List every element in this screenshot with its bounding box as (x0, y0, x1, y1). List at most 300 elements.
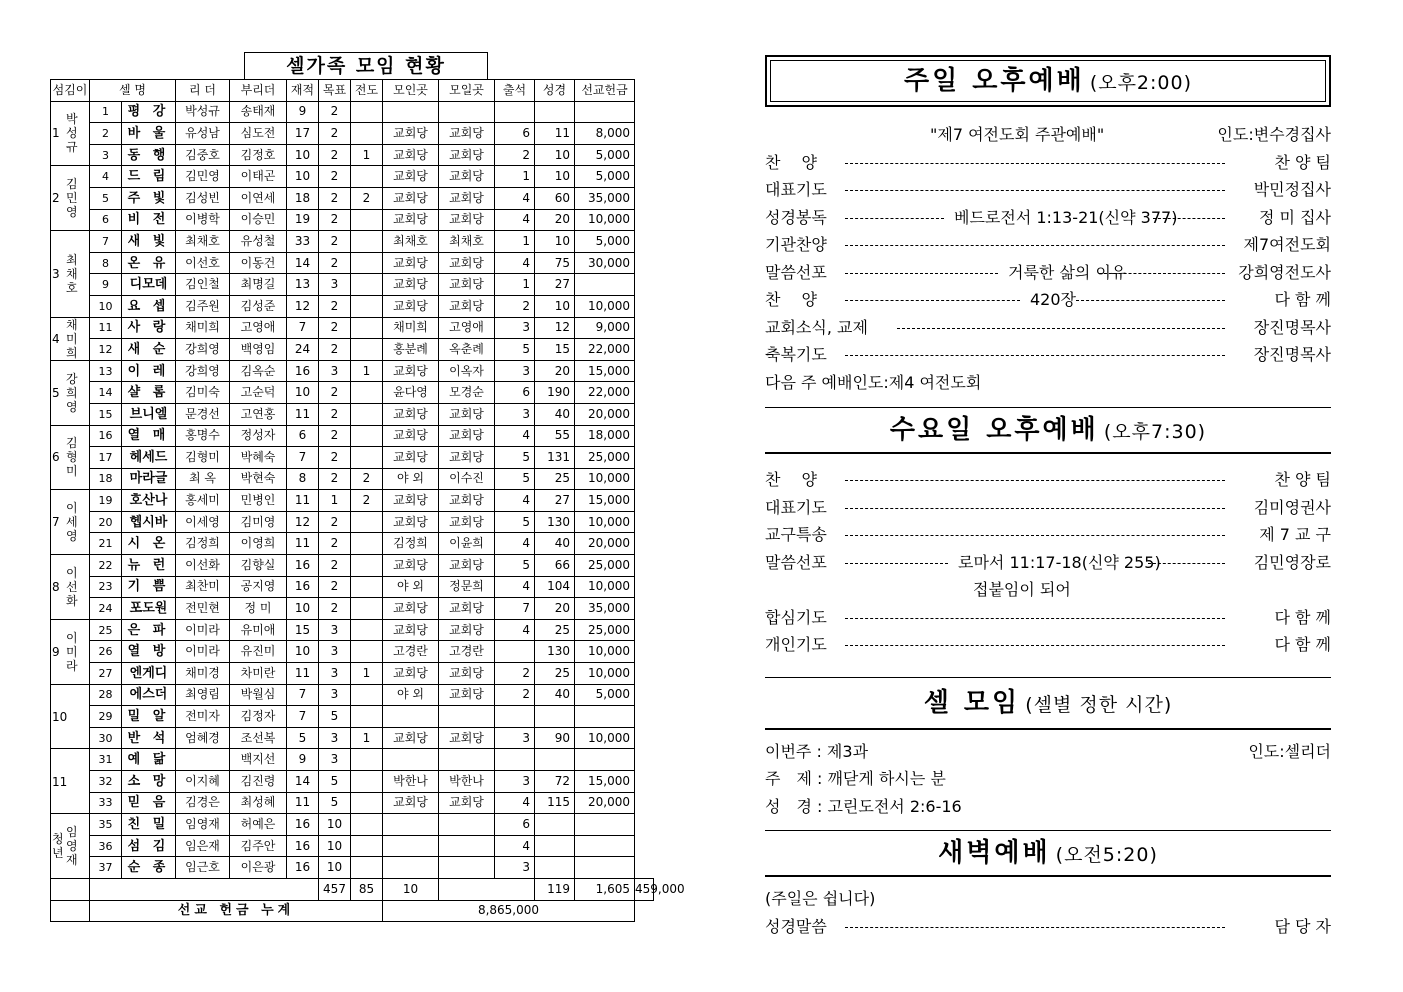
evangelism: 1 (351, 663, 383, 685)
column-header: 재적 (287, 80, 319, 102)
attendance: 4 (495, 619, 535, 641)
row-number: 22 (90, 555, 122, 577)
met-place: 홍분례 (383, 339, 439, 361)
order-item: 찬 양 (765, 290, 817, 309)
group-number: 5 (52, 385, 60, 400)
enrolled: 9 (287, 101, 319, 123)
bible: 130 (535, 511, 575, 533)
goal: 2 (319, 209, 351, 231)
row-number: 25 (90, 619, 122, 641)
table-row (51, 144, 654, 166)
met-place: 교회당 (383, 425, 439, 447)
met-place: 교회당 (383, 727, 439, 749)
cell-info-line (765, 765, 1331, 793)
enrolled: 15 (287, 619, 319, 641)
row-number: 14 (90, 382, 122, 404)
sub-leader: 백지선 (230, 749, 287, 771)
goal: 2 (319, 166, 351, 188)
cell-info-line (765, 793, 1331, 821)
sub-leader: 이은광 (230, 857, 287, 879)
dash-leader (845, 563, 948, 564)
evangelism: 1 (351, 360, 383, 382)
meet-place (439, 814, 495, 836)
total-bible: 1,605 (575, 878, 635, 900)
dawn-note-line (765, 885, 1331, 913)
table-title: 셀가족 모임 현황 (244, 52, 488, 79)
enrolled: 12 (287, 295, 319, 317)
attendance: 3 (495, 857, 535, 879)
row-number: 32 (90, 771, 122, 793)
order-detail: 거룩한 삶의 이유 (1008, 262, 1127, 282)
column-header: 모인곳 (383, 80, 439, 102)
cell-name: 브니엘 (122, 403, 176, 425)
group-leader: 강희영 (66, 371, 78, 414)
leader: 임은재 (176, 835, 230, 857)
enrolled: 5 (287, 727, 319, 749)
attendance: 4 (495, 187, 535, 209)
leader: 김민영 (176, 166, 230, 188)
bible: 115 (535, 792, 575, 814)
group-number: 6 (52, 450, 60, 465)
wednesday-order (765, 466, 1331, 576)
row-number: 36 (90, 835, 122, 857)
cell-name: 새 순 (122, 339, 176, 361)
dash-leader (845, 535, 1225, 536)
order-item: 대표기도 (765, 497, 827, 517)
met-place: 교회당 (383, 598, 439, 620)
group-leader: 김민영 (66, 177, 78, 220)
evangelism (351, 511, 383, 533)
worship-schedule (765, 55, 1331, 940)
meet-place: 교회당 (439, 425, 495, 447)
table-row (51, 511, 654, 533)
group-leader: 박성규 (66, 112, 78, 155)
cell-name: 호산나 (122, 490, 176, 512)
order-person: 강희영전도사 (1238, 262, 1331, 282)
table-row (51, 533, 654, 555)
order-detail: 로마서 11:17-18(신약 255) (958, 552, 1161, 572)
mission-offering (575, 814, 635, 836)
leader: 이병학 (176, 209, 230, 231)
group-number: 3 (52, 266, 60, 281)
order-item: 개인기도 (765, 635, 827, 654)
leader: 김형미 (176, 447, 230, 469)
mission-offering: 8,000 (575, 123, 635, 145)
table-row (51, 792, 654, 814)
leader: 최찬미 (176, 576, 230, 598)
bible: 10 (535, 295, 575, 317)
bible: 25 (535, 619, 575, 641)
mission-offering: 15,000 (575, 771, 635, 793)
mission-offering: 10,000 (575, 576, 635, 598)
cell-info-line (765, 738, 1331, 766)
order-line (765, 549, 1331, 577)
attendance: 2 (495, 684, 535, 706)
dawn-order (765, 913, 1331, 941)
order-line (765, 913, 1331, 941)
dawn-head (765, 831, 1331, 875)
enrolled: 33 (287, 231, 319, 253)
dash-leader (845, 163, 1225, 164)
sunday-order (765, 149, 1331, 369)
mission-offering: 18,000 (575, 425, 635, 447)
bible: 27 (535, 274, 575, 296)
bible: 72 (535, 771, 575, 793)
dash-leader (1153, 218, 1225, 219)
cell-name: 시 온 (122, 533, 176, 555)
order-line (765, 494, 1331, 522)
enrolled: 14 (287, 252, 319, 274)
dash-leader (845, 480, 1225, 481)
met-place: 교회당 (383, 619, 439, 641)
sunday-theme: "제7 여전도회 주관예배" (930, 125, 1105, 144)
sub-leader: 조선복 (230, 727, 287, 749)
attendance: 3 (495, 360, 535, 382)
attendance: 4 (495, 576, 535, 598)
group-cell (51, 619, 90, 684)
mission-offering: 20,000 (575, 792, 635, 814)
order-person: 장진명목사 (1253, 345, 1331, 364)
bible: 55 (535, 425, 575, 447)
order-item: 대표기도 (765, 180, 827, 199)
enrolled: 18 (287, 187, 319, 209)
table-header-row (51, 80, 654, 102)
cell-name: 새 빛 (122, 231, 176, 253)
leader: 전미자 (176, 706, 230, 728)
divider (765, 875, 1331, 877)
dash-leader (1076, 300, 1225, 301)
group-leader: 이세영 (66, 501, 78, 544)
row-number: 26 (90, 641, 122, 663)
enrolled: 10 (287, 166, 319, 188)
bible (535, 101, 575, 123)
goal: 1 (319, 490, 351, 512)
attendance: 3 (495, 771, 535, 793)
dash-leader (845, 618, 1225, 619)
meet-place: 이수진 (439, 468, 495, 490)
table-row (51, 814, 654, 836)
bible (535, 706, 575, 728)
cell-name: 이 레 (122, 360, 176, 382)
group-number: 4 (52, 331, 60, 346)
sub-leader: 유미애 (230, 619, 287, 641)
table-row (51, 166, 654, 188)
order-item: 성경말씀 (765, 916, 827, 936)
wednesday-sub-line (765, 576, 1331, 604)
order-line (765, 231, 1331, 259)
attendance (495, 749, 535, 771)
sub-leader: 이동건 (230, 252, 287, 274)
order-person: 다 함 께 (1274, 290, 1331, 309)
mission-offering: 20,000 (575, 533, 635, 555)
meet-place: 교회당 (439, 166, 495, 188)
divider (765, 452, 1331, 454)
cell-family-status (50, 52, 685, 922)
leader: 채미경 (176, 663, 230, 685)
cell-time: (셀별 정한 시간) (1025, 693, 1173, 716)
cell-name: 샬 롬 (122, 382, 176, 404)
table-row (51, 231, 654, 253)
row-number: 10 (90, 295, 122, 317)
cell-info: 성 경 : 고린도전서 2:6-16 (765, 796, 962, 816)
goal: 10 (319, 814, 351, 836)
cell-name: 마라글 (122, 468, 176, 490)
wednesday-title: 수요일 오후예배 (889, 415, 1099, 445)
meet-place: 교회당 (439, 727, 495, 749)
mission-offering: 35,000 (575, 598, 635, 620)
evangelism (351, 835, 383, 857)
enrolled: 7 (287, 684, 319, 706)
order-person: 김미영권사 (1253, 497, 1331, 517)
cell-name: 열 매 (122, 425, 176, 447)
evangelism (351, 425, 383, 447)
group-cell (51, 490, 90, 555)
bible (535, 835, 575, 857)
order-item: 교구특송 (765, 525, 827, 544)
leader: 홍명수 (176, 425, 230, 447)
meet-place: 교회당 (439, 403, 495, 425)
mission-offering (575, 274, 635, 296)
table-row (51, 490, 654, 512)
mission-offering: 10,000 (575, 641, 635, 663)
table-row (51, 749, 654, 771)
enrolled: 11 (287, 403, 319, 425)
attendance: 2 (495, 295, 535, 317)
meet-place: 이윤희 (439, 533, 495, 555)
leader: 최 옥 (176, 468, 230, 490)
attendance: 7 (495, 598, 535, 620)
table-row (51, 274, 654, 296)
bible (535, 814, 575, 836)
group-number: 7 (52, 515, 60, 530)
evangelism (351, 382, 383, 404)
evangelism (351, 792, 383, 814)
cell-name: 친 밀 (122, 814, 176, 836)
mission-offering: 20,000 (575, 403, 635, 425)
cell-title: 셀 모임 (923, 687, 1021, 718)
evangelism (351, 252, 383, 274)
order-person: 장진명목사 (1253, 317, 1331, 337)
cell-name: 주 빛 (122, 187, 176, 209)
sub-leader: 김옥순 (230, 360, 287, 382)
order-person: 다 함 께 (1274, 635, 1331, 654)
column-header: 목표 (319, 80, 351, 102)
attendance: 3 (495, 317, 535, 339)
leader: 김인철 (176, 274, 230, 296)
group-cell (51, 814, 90, 879)
met-place: 교회당 (383, 274, 439, 296)
totals-row (51, 878, 654, 900)
goal: 5 (319, 792, 351, 814)
order-item: 말씀선포 (765, 262, 827, 282)
order-person: 찬 양 팀 (1274, 470, 1331, 489)
meet-place: 이옥자 (439, 360, 495, 382)
column-header: 부리더 (230, 80, 287, 102)
table-row (51, 619, 654, 641)
bible: 60 (535, 187, 575, 209)
dash-leader (1148, 563, 1225, 564)
met-place: 야 외 (383, 576, 439, 598)
enrolled: 14 (287, 771, 319, 793)
bible: 104 (535, 576, 575, 598)
enrolled: 13 (287, 274, 319, 296)
group-leader: 이선화 (66, 565, 78, 608)
meet-place: 교회당 (439, 490, 495, 512)
goal: 2 (319, 511, 351, 533)
mission-offering: 5,000 (575, 231, 635, 253)
bible: 190 (535, 382, 575, 404)
goal: 2 (319, 252, 351, 274)
sub-leader: 공지영 (230, 576, 287, 598)
order-person: 김민영장로 (1253, 552, 1331, 572)
sub-leader: 차미란 (230, 663, 287, 685)
dash-leader (845, 355, 1225, 356)
met-place: 교회당 (383, 403, 439, 425)
enrolled: 16 (287, 555, 319, 577)
sub-leader: 박현숙 (230, 468, 287, 490)
column-header: 셀 명 (90, 80, 176, 102)
mission-offering: 25,000 (575, 447, 635, 469)
enrolled: 11 (287, 792, 319, 814)
sub-leader: 최명길 (230, 274, 287, 296)
row-number: 29 (90, 706, 122, 728)
sub-leader: 고순덕 (230, 382, 287, 404)
goal: 3 (319, 641, 351, 663)
order-line (765, 149, 1331, 177)
enrolled: 16 (287, 814, 319, 836)
met-place: 교회당 (383, 144, 439, 166)
table-row (51, 835, 654, 857)
goal: 2 (319, 382, 351, 404)
met-place: 윤다영 (383, 382, 439, 404)
table-row (51, 598, 654, 620)
enrolled: 19 (287, 209, 319, 231)
bible (535, 857, 575, 879)
attendance: 5 (495, 555, 535, 577)
table-row (51, 403, 654, 425)
order-person: 다 함 께 (1274, 607, 1331, 627)
cell-info: 주 제 : 깨닫게 하시는 분 (765, 769, 946, 788)
mission-offering: 25,000 (575, 555, 635, 577)
meet-place: 교회당 (439, 555, 495, 577)
met-place: 교회당 (383, 187, 439, 209)
goal: 3 (319, 727, 351, 749)
dash-leader (845, 218, 944, 219)
bible: 12 (535, 317, 575, 339)
table-row (51, 663, 654, 685)
cell-name: 순 종 (122, 857, 176, 879)
group-cell (51, 684, 90, 749)
goal: 2 (319, 339, 351, 361)
goal: 2 (319, 187, 351, 209)
order-person: 제7여전도회 (1243, 235, 1331, 254)
sub-leader: 허예은 (230, 814, 287, 836)
evangelism (351, 771, 383, 793)
cell-name: 바 울 (122, 123, 176, 145)
meet-place (439, 706, 495, 728)
met-place: 교회당 (383, 447, 439, 469)
attendance: 1 (495, 274, 535, 296)
cell-meeting-info (765, 738, 1331, 821)
evangelism (351, 295, 383, 317)
meet-place: 교회당 (439, 187, 495, 209)
enrolled: 16 (287, 360, 319, 382)
enrolled: 7 (287, 706, 319, 728)
sub-leader: 민병인 (230, 490, 287, 512)
dawn-time: (오전5:20) (1055, 844, 1158, 866)
column-header: 리 더 (176, 80, 230, 102)
group-leader: 김형미 (66, 436, 78, 479)
dash-leader (897, 328, 1225, 329)
mission-offering: 22,000 (575, 382, 635, 404)
sunday-title: 주일 오후예배 (903, 66, 1085, 96)
meet-place: 최채호 (439, 231, 495, 253)
enrolled: 10 (287, 641, 319, 663)
sub-leader: 김성준 (230, 295, 287, 317)
column-header: 모일곳 (439, 80, 495, 102)
sub-leader: 유성철 (230, 231, 287, 253)
enrolled: 11 (287, 533, 319, 555)
attendance: 3 (495, 727, 535, 749)
group-cell (51, 425, 90, 490)
meet-place: 교회당 (439, 252, 495, 274)
table-row (51, 576, 654, 598)
order-item: 기관찬양 (765, 235, 827, 254)
cell-name: 소 망 (122, 771, 176, 793)
cell-name: 헵시바 (122, 511, 176, 533)
sub-leader: 고연홍 (230, 403, 287, 425)
order-person: 제 7 교 구 (1259, 525, 1331, 544)
group-number: 9 (52, 644, 60, 659)
table-row (51, 857, 654, 879)
order-line (765, 341, 1331, 369)
order-item: 찬 양 (765, 152, 817, 172)
cell-name: 밀 알 (122, 706, 176, 728)
table-row (51, 706, 654, 728)
leader: 홍세미 (176, 490, 230, 512)
dash-leader (845, 508, 1225, 509)
met-place: 고경란 (383, 641, 439, 663)
row-number: 33 (90, 792, 122, 814)
met-place: 야 외 (383, 468, 439, 490)
mission-offering: 15,000 (575, 490, 635, 512)
enrolled: 16 (287, 835, 319, 857)
table-row (51, 425, 654, 447)
bible: 10 (535, 144, 575, 166)
table-row (51, 641, 654, 663)
met-place (383, 706, 439, 728)
sub-leader: 김주안 (230, 835, 287, 857)
goal: 2 (319, 231, 351, 253)
table-row (51, 684, 654, 706)
sub-leader: 김정호 (230, 144, 287, 166)
bible: 66 (535, 555, 575, 577)
bible: 75 (535, 252, 575, 274)
dash-leader (845, 190, 1225, 191)
row-number: 13 (90, 360, 122, 382)
attendance: 2 (495, 144, 535, 166)
cell-name: 예 닮 (122, 749, 176, 771)
evangelism: 2 (351, 468, 383, 490)
evangelism (351, 123, 383, 145)
sunday-title-box (765, 55, 1331, 107)
goal: 2 (319, 576, 351, 598)
column-header: 출석 (495, 80, 535, 102)
order-item: 찬 양 (765, 470, 817, 489)
wednesday-head (765, 408, 1331, 452)
evangelism (351, 403, 383, 425)
group-leader: 최채호 (66, 252, 78, 295)
